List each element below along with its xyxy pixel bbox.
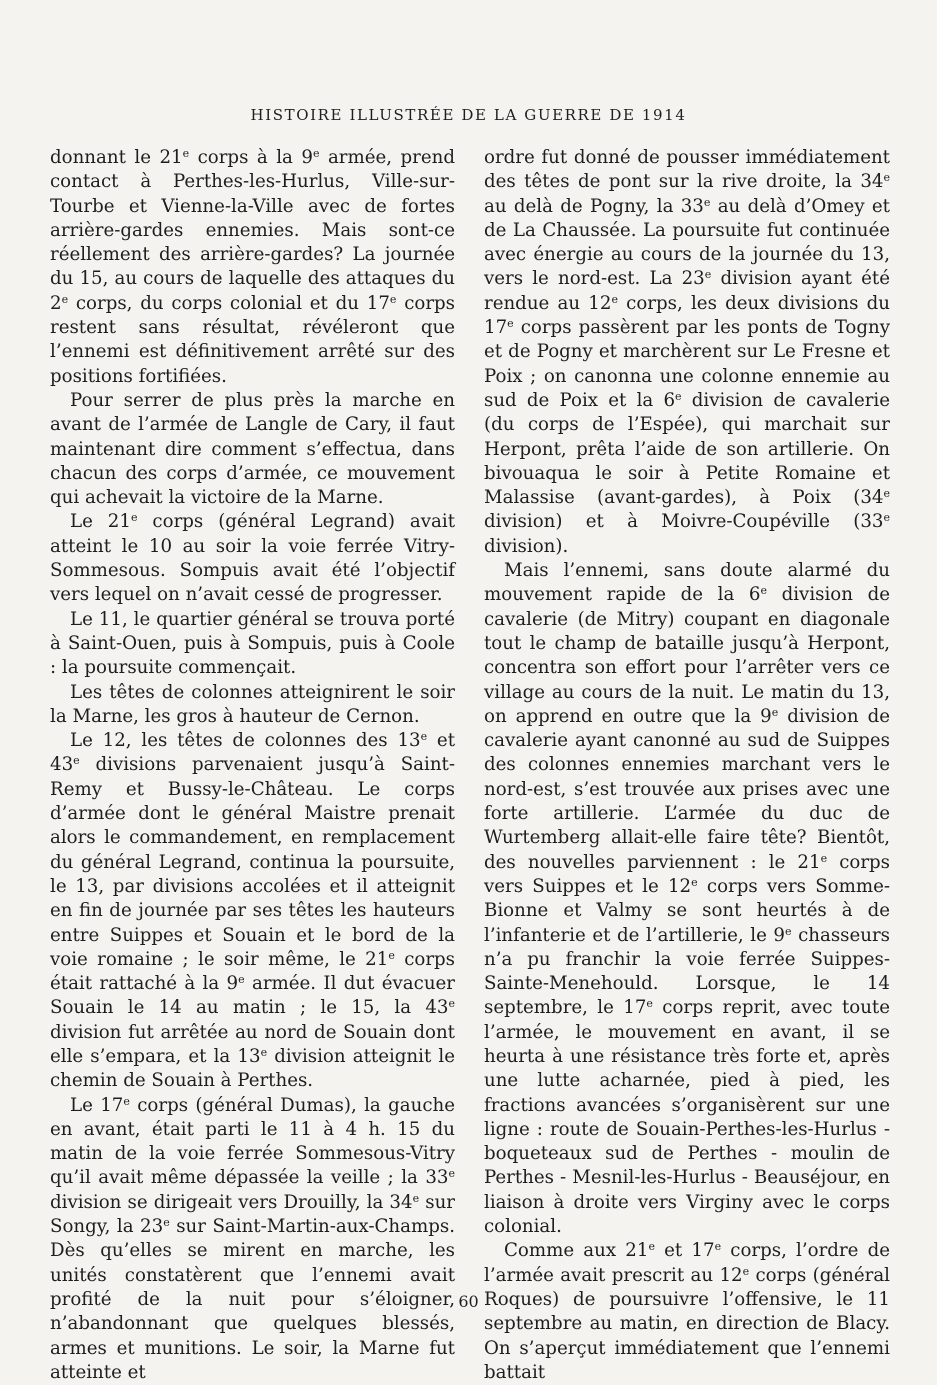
running-header: HISTOIRE ILLUSTRÉE DE LA GUERRE DE 1914 <box>250 106 687 124</box>
paragraph: Le 12, les têtes de colonnes des 13e et 43e divisions parvenaient jusqu’à Saint-Remy et Bussy-le-Château. Le corps d’armée dont le général Maistre prenait alors le commandement, en remplacement du général Legrand, continua la poursuite, le 13, par divisions accolées et il atteignit en fin de journée par ses têtes les hauteurs entre Suippes et Souain et le bord de la voie romaine ; le soir même, le 21e corps était rattaché à la 9e armée. Il dut évacuer Souain le 14 au matin ; le 15, la 43e division fut arrêtée au nord de Souain dont elle s’empara, et la 13e division atteignit le chemin de Souain à Perthes. <box>50 730 456 1092</box>
right-column <box>484 146 890 1385</box>
paragraph: donnant le 21e corps à la 9e armée, prend contact à Perthes-les-Hurlus, Ville-sur-Tourbe et Vienne-la-Ville avec de fortes arrière-gardes ennemies. Mais sont-ce réellement des arrière-gardes? La journée du 15, au cours de laquelle des attaques du 2e corps, du corps colonial et du 17e corps restent sans résultat, révéleront que l’ennemi est définitivement arrêté sur des positions fortifiées. <box>50 147 455 387</box>
paragraph: Mais l’ennemi, sans doute alarmé du mouvement rapide de la 6e division de cavalerie (de Mitry) coupant en diagonale tout le champ de bataille jusqu’à Herpont, concentra son effort pour l’arrêter vers ce village au cours de la nuit. Le matin du 13, on apprend en outre que la 9e division de cavalerie ayant canonné au sud de Suippes des colonnes ennemies marchant vers le nord-est, s’est trouvée aux prises avec une forte artillerie. L’armée du duc de Wurtemberg allait-elle faire tête? Bientôt, des nouvelles parviennent : le 21e corps vers Suippes et le 12e corps vers Somme-Bionne et Valmy se sont heurtés à de l’infanterie et de l’artillerie, le 9e chasseurs n’a pu franchir la voie ferrée Suippes-Sainte-Menehould. Lorsque, le 14 septembre, le 17e corps reprit, avec toute l’armée, le mouvement en avant, il se heurta à une résistance très forte et, après une lutte acharnée, pied à pied, les fractions avancées s’organisèrent sur une ligne : route de Souain-Perthes-les-Hurlus - boqueteaux sud de Perthes - moulin de Perthes - Mesnil-les-Hurlus - Beauséjour, en liaison à droite vers Virginy avec le corps colonial. <box>484 560 891 1238</box>
paragraph: Pour serrer de plus près la marche en avant de l’armée de Langle de Cary, il faut maintenant dire comment s’effectua, dans chacun des corps d’armée, ce mouvement qui achevait la victoire de la Marne. <box>50 389 455 509</box>
paragraph: Les têtes de colonnes atteignirent le soir la Marne, les gros à hauteur de Cernon. <box>50 681 455 727</box>
paragraph: Comme aux 21e et 17e corps, l’ordre de l’armée avait prescrit au 12e corps (général Roques) de poursuivre l’offensive, le 11 septembre au matin, en direction de Blacy. On s’aperçut immédiatement que l’ennemi battait <box>484 1240 890 1383</box>
paragraph: ordre fut donné de pousser immédiatement des têtes de pont sur la rive droite, la 34e au delà de Pogny, la 33e au delà d’Omey et de La Chaussée. La poursuite fut continuée avec énergie au cours de la journée du 13, vers le nord-est. La 23e division ayant été rendue au 12e corps, les deux divisions du 17e corps passèrent par les ponts de Togny et de Pogny et marchèrent sur Le Fresne et Poix ; on canonna une colonne ennemie au sud de Poix et la 6e division de cavalerie (du corps de l’Espée), qui marchait sur Herpont, prêta l’aide de son artillerie. On bivouaqua le soir à Petite Romaine et Malassise (avant-gardes), à Poix (34e division) et à Moivre-Coupéville (33e division). <box>484 147 891 557</box>
left-column <box>50 146 455 1385</box>
page-number: 60 <box>458 1292 479 1311</box>
paragraph: Le 11, le quartier général se trouva porté à Saint-Ouen, puis à Sompuis, puis à Coole : la poursuite commençait. <box>50 608 455 679</box>
paragraph: Le 21e corps (général Legrand) avait atteint le 10 au soir la voie ferrée Vitry-Sommesous. Sompuis avait été l’objectif vers lequel on n’avait cessé de progresser. <box>50 511 456 606</box>
paragraph: Le 17e corps (général Dumas), la gauche en avant, était parti le 11 à 4 h. 15 du matin de la voie ferrée Sommesous-Vitry qu’il avait même dépassée la veille ; la 33e division se dirigeait vers Drouilly, la 34e sur Songy, la 23e sur Saint-Martin-aux-Champs. Dès qu’elles se mirent en marche, les unités constatèrent que l’ennemi avait profité de la nuit pour s’éloigner, n’abandonnant que quelques blessés, armes et munitions. Le soir, la Marne fut atteinte et <box>50 1094 455 1383</box>
